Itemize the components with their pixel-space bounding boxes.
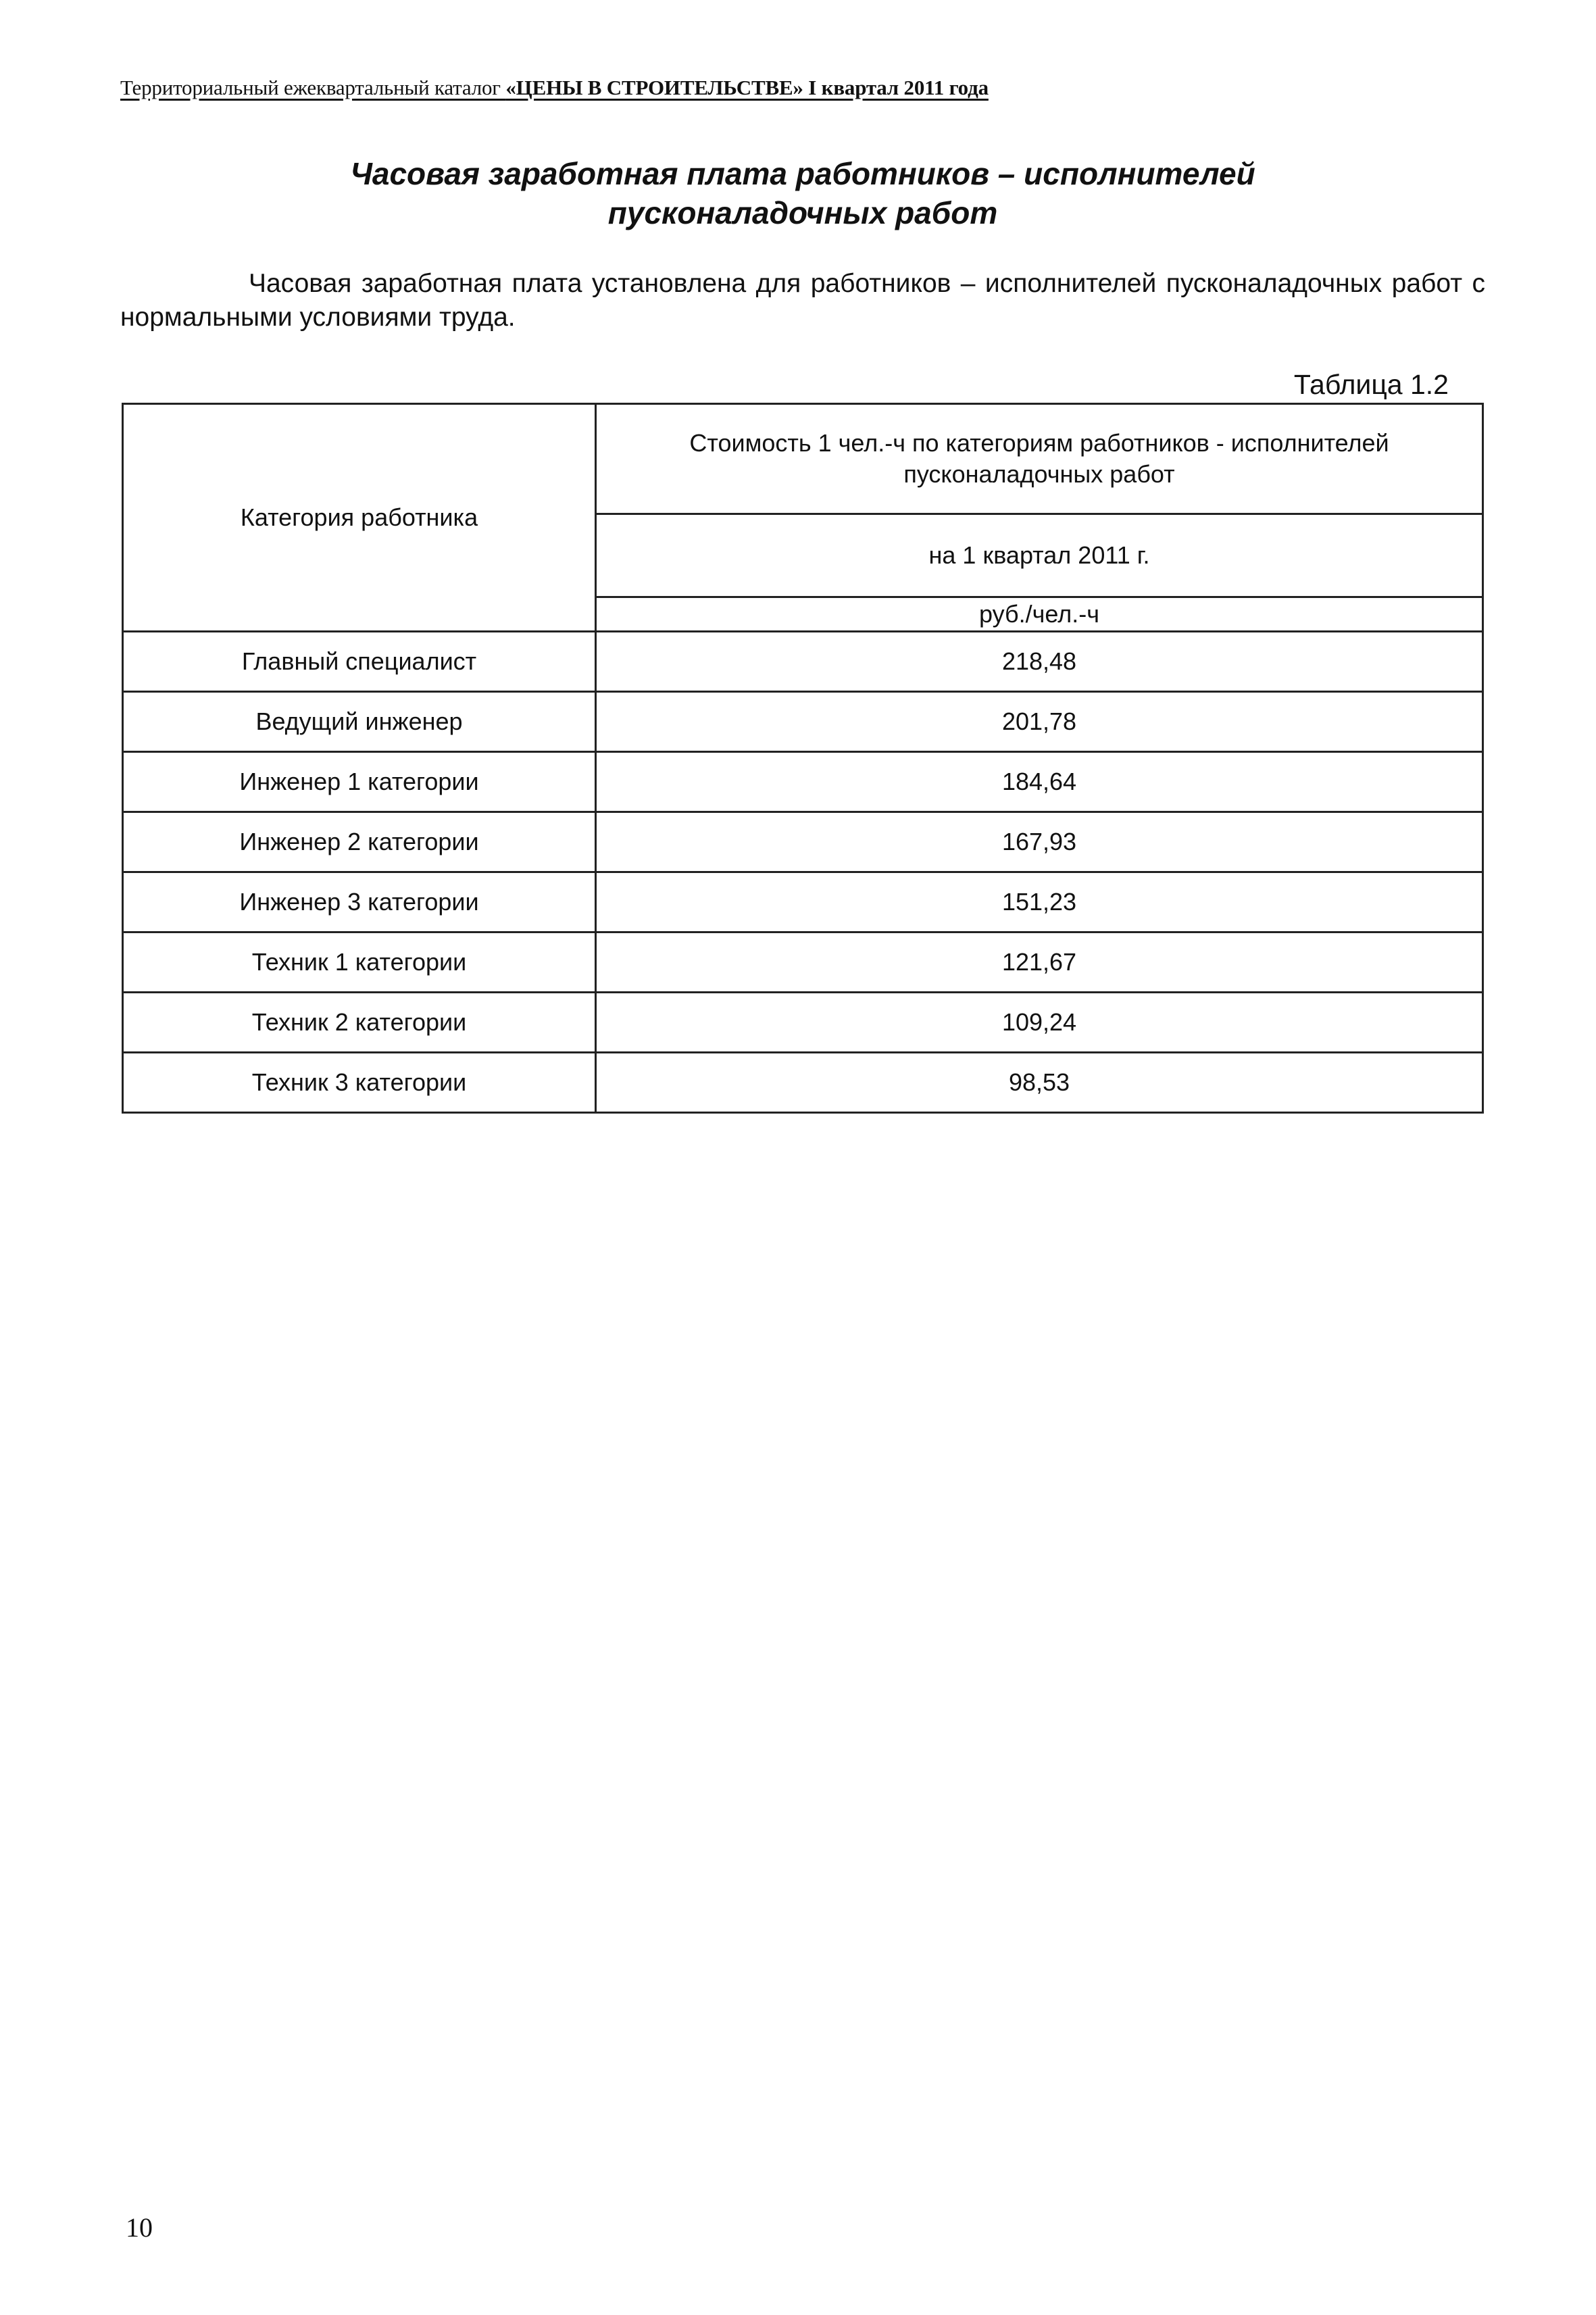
row-category: Инженер 1 категории [123,752,596,812]
row-category: Техник 1 категории [123,932,596,993]
header-unit: руб./чел.-ч [596,597,1483,632]
table-row [123,1053,1483,1113]
row-value: 201,78 [596,692,1483,752]
running-header [120,76,989,100]
row-value: 218,48 [596,632,1483,692]
row-category: Главный специалист [123,632,596,692]
running-header-catalog: «ЦЕНЫ В СТРОИТЕЛЬСТВЕ» I квартал 2011 года [505,76,989,99]
row-value: 167,93 [596,812,1483,872]
wage-rates-table [122,403,1484,1114]
row-category: Инженер 2 категории [123,812,596,872]
table-row [123,993,1483,1053]
row-value: 109,24 [596,993,1483,1053]
row-category: Ведущий инженер [123,692,596,752]
table-row [123,752,1483,812]
row-value: 121,67 [596,932,1483,993]
intro-paragraph: Часовая заработная плата установлена для работников – исполнителей пусконаладочных работ с нормальными условиями труда. [120,269,1485,332]
table-row [123,812,1483,872]
row-category: Техник 2 категории [123,993,596,1053]
table-row [123,692,1483,752]
header-period: на 1 квартал 2011 г. [596,514,1483,597]
document-title-line-1: Часовая заработная плата работников – исполнителей [350,156,1255,191]
row-value: 184,64 [596,752,1483,812]
table-row [123,872,1483,932]
row-value: 98,53 [596,1053,1483,1113]
row-category: Техник 3 категории [123,1053,596,1113]
header-category: Категория работника [123,404,596,632]
table-label: Таблица 1.2 [1293,369,1449,400]
row-category: Инженер 3 категории [123,872,596,932]
row-value: 151,23 [596,872,1483,932]
document-title-line-2: пусконаладочных работ [607,195,998,230]
running-header-prefix: Территориальный ежеквартальный каталог [120,76,506,99]
table-row [123,632,1483,692]
document-title [120,154,1485,232]
header-cost: Стоимость 1 чел.-ч по категориям работников - исполнителей пусконаладочных работ [596,404,1483,514]
table-header-row [123,404,1483,514]
page-number: 10 [126,2212,153,2243]
table-row [123,932,1483,993]
